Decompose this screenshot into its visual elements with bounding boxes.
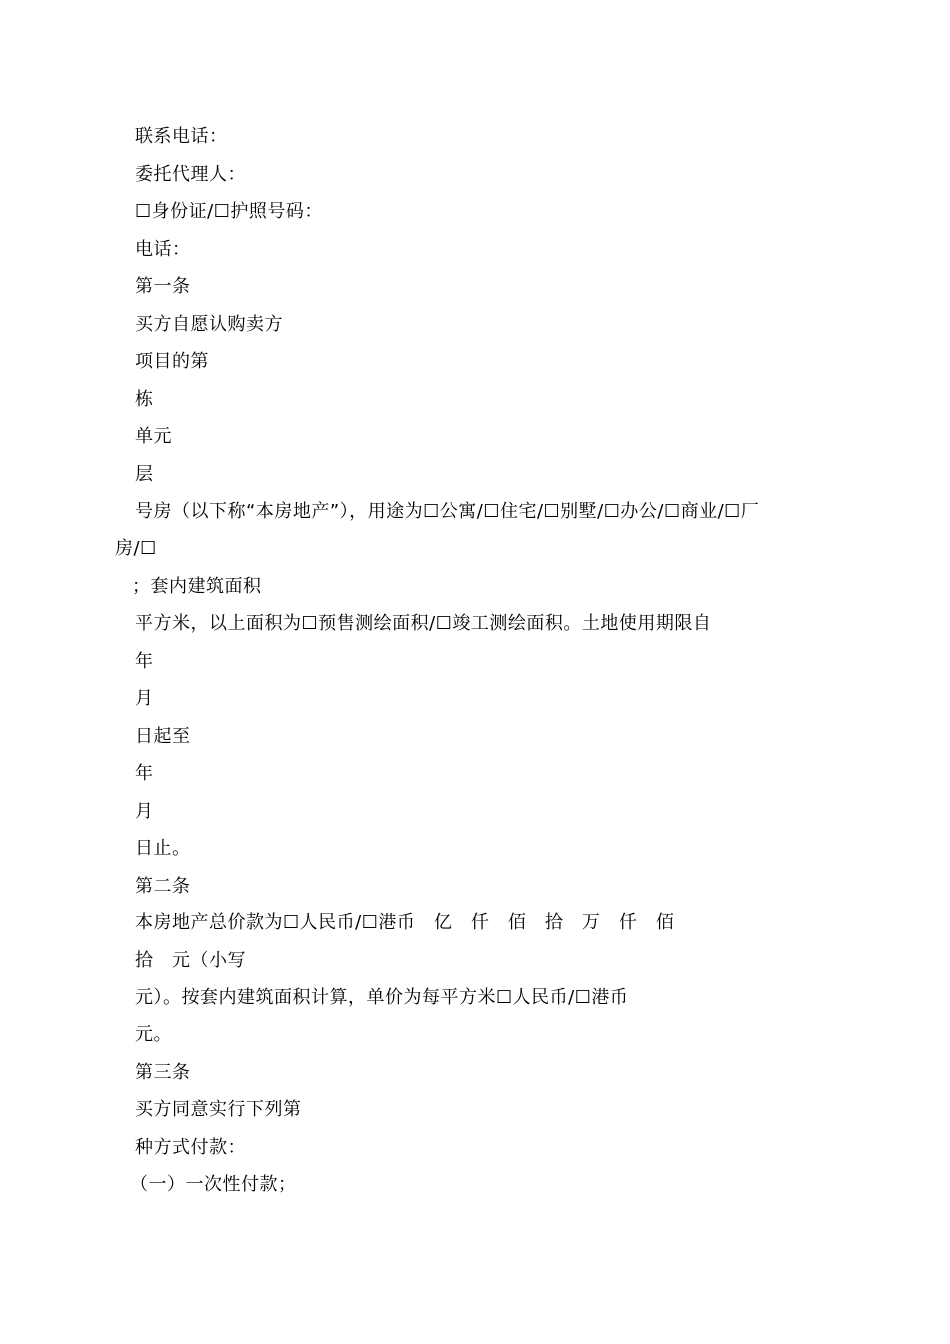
article-3-heading: 第三条 — [135, 1062, 191, 1083]
agent-label: 委托代理人： — [135, 164, 246, 185]
article-3-text: 买方同意实行下列第 — [135, 1099, 302, 1120]
year-label-end: 年 — [135, 763, 154, 784]
id-passport-label: ☐身份证/☐护照号码： — [135, 201, 323, 222]
inner-area-label: ；套内建筑面积 — [132, 576, 262, 597]
area-land-term-text: 平方米，以上面积为☐预售测绘面积/☐竣工测绘面积。土地使用期限自 — [135, 613, 712, 634]
room-usage-continuation: 房/☐ — [115, 538, 157, 559]
month-label-end: 月 — [135, 801, 154, 822]
month-label: 月 — [135, 688, 154, 709]
payment-method-text: 种方式付款： — [135, 1137, 246, 1158]
phone-label: 电话： — [135, 239, 191, 260]
article-2-heading: 第二条 — [135, 876, 191, 897]
article-1-heading: 第一条 — [135, 276, 191, 297]
room-usage-text: 号房（以下称“本房地产”），用途为☐公寓/☐住宅/☐别墅/☐办公/☐商业/☐厂 — [135, 501, 760, 522]
unit-price-text: 元）。按套内建筑面积计算，单价为每平方米☐人民币/☐港币 — [135, 987, 629, 1008]
payment-option-1: （一）一次性付款； — [130, 1174, 297, 1195]
day-end-label: 日止。 — [135, 838, 191, 859]
article-1-text: 买方自愿认购卖方 — [135, 314, 283, 335]
total-price-text: 本房地产总价款为☐人民币/☐港币 亿 仟 佰 拾 万 仟 佰 — [135, 912, 675, 933]
project-label: 项目的第 — [135, 351, 209, 372]
building-label: 栋 — [135, 389, 154, 410]
floor-label: 层 — [135, 464, 154, 485]
contact-phone-label: 联系电话： — [135, 126, 228, 147]
year-label: 年 — [135, 651, 154, 672]
unit-price-end: 元。 — [135, 1024, 172, 1045]
total-price-continuation: 拾 元（小写 — [135, 950, 246, 971]
day-from-label: 日起至 — [135, 726, 191, 747]
unit-label: 单元 — [135, 426, 172, 447]
